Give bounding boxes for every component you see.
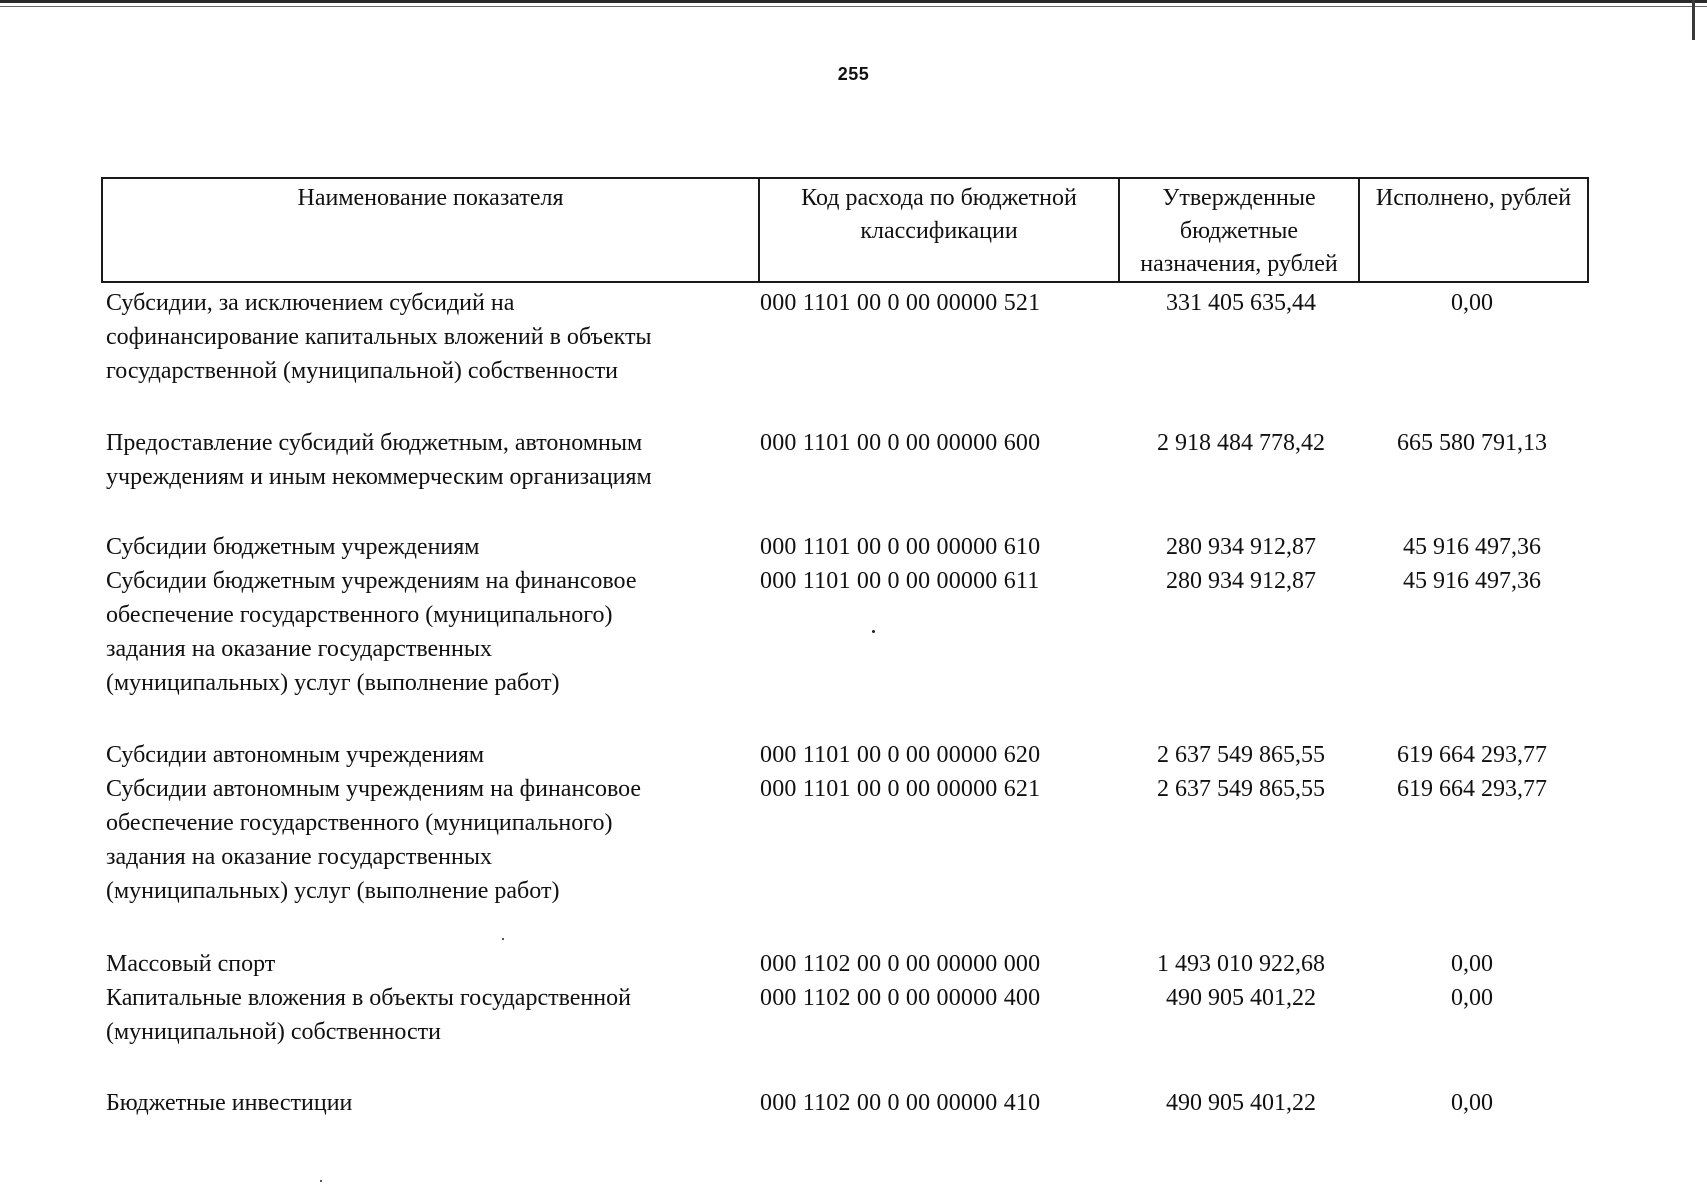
header-expense-code: Код расхода по бюджетной классификации	[760, 179, 1120, 281]
header-approved-amount: Утвержденные бюджетные назначения, рублей	[1120, 179, 1360, 281]
row-executed: 45 916 497,36	[1403, 568, 1541, 594]
scan-top-border	[0, 0, 1707, 3]
row-name: Бюджетные инвестиции	[106, 1090, 353, 1116]
row-code: 000 1102 00 0 00 00000 410	[760, 1090, 1041, 1116]
scan-right-edge	[1692, 0, 1695, 40]
row-executed: 619 664 293,77	[1397, 776, 1547, 802]
row-name: Субсидии автономным учреждениям на финансовое обеспечение государственного (муниципального) задания на оказание государственных (муниципальных) услуг (выполнение работ)	[106, 776, 642, 904]
row-executed: 0,00	[1451, 1090, 1493, 1116]
page-number: 255	[837, 64, 870, 84]
row-name: Субсидии автономным учреждениям	[106, 742, 485, 768]
row-approved: 2 637 549 865,55	[1157, 776, 1325, 802]
row-executed: 0,00	[1451, 290, 1493, 316]
row-code: 000 1101 00 0 00 00000 611	[760, 568, 1040, 594]
row-executed: 0,00	[1451, 985, 1493, 1011]
row-code: 000 1102 00 0 00 00000 000	[760, 951, 1041, 977]
row-code: 000 1101 00 0 00 00000 620	[760, 742, 1041, 768]
table-header	[101, 177, 1589, 283]
row-executed: 0,00	[1451, 951, 1493, 977]
row-name: Субсидии бюджетным учреждениям	[106, 534, 480, 560]
scan-top-border-thin	[0, 6, 1707, 7]
row-executed: 619 664 293,77	[1397, 742, 1547, 768]
row-approved: 2 637 549 865,55	[1157, 742, 1325, 768]
row-name: Субсидии бюджетным учреждениям на финансовое обеспечение государственного (муниципального) задания на оказание государственных (муниципальных) услуг (выполнение работ)	[106, 568, 637, 696]
row-name: Предоставление субсидий бюджетным, автономным учреждениям и иным некоммерческим организациям	[106, 430, 652, 490]
row-name: Субсидии, за исключением субсидий на софинансирование капитальных вложений в объекты государственной (муниципальной) собственности	[106, 290, 652, 384]
row-code: 000 1101 00 0 00 00000 521	[760, 290, 1041, 316]
row-approved: 490 905 401,22	[1166, 1090, 1316, 1116]
header-indicator-name: Наименование показателя	[103, 179, 760, 281]
row-approved: 2 918 484 778,42	[1157, 430, 1325, 456]
row-executed: 665 580 791,13	[1397, 430, 1547, 456]
row-executed: 45 916 497,36	[1403, 534, 1541, 560]
row-approved: 1 493 010 922,68	[1157, 951, 1325, 977]
row-approved: 331 405 635,44	[1166, 290, 1316, 316]
row-name: Капитальные вложения в объекты государственной (муниципальной) собственности	[106, 985, 631, 1045]
row-approved: 280 934 912,87	[1166, 568, 1316, 594]
row-code: 000 1101 00 0 00 00000 621	[760, 776, 1041, 802]
row-name: Массовый спорт	[106, 951, 276, 977]
row-approved: 490 905 401,22	[1166, 985, 1316, 1011]
header-executed-amount: Исполнено, рублей	[1375, 185, 1572, 211]
row-code: 000 1101 00 0 00 00000 610	[760, 534, 1041, 560]
scan-speck	[320, 1180, 322, 1182]
row-code: 000 1101 00 0 00 00000 600	[760, 430, 1041, 456]
scan-speck	[502, 938, 504, 940]
scan-speck	[872, 630, 875, 633]
row-approved: 280 934 912,87	[1166, 534, 1316, 560]
row-code: 000 1102 00 0 00 00000 400	[760, 985, 1041, 1011]
